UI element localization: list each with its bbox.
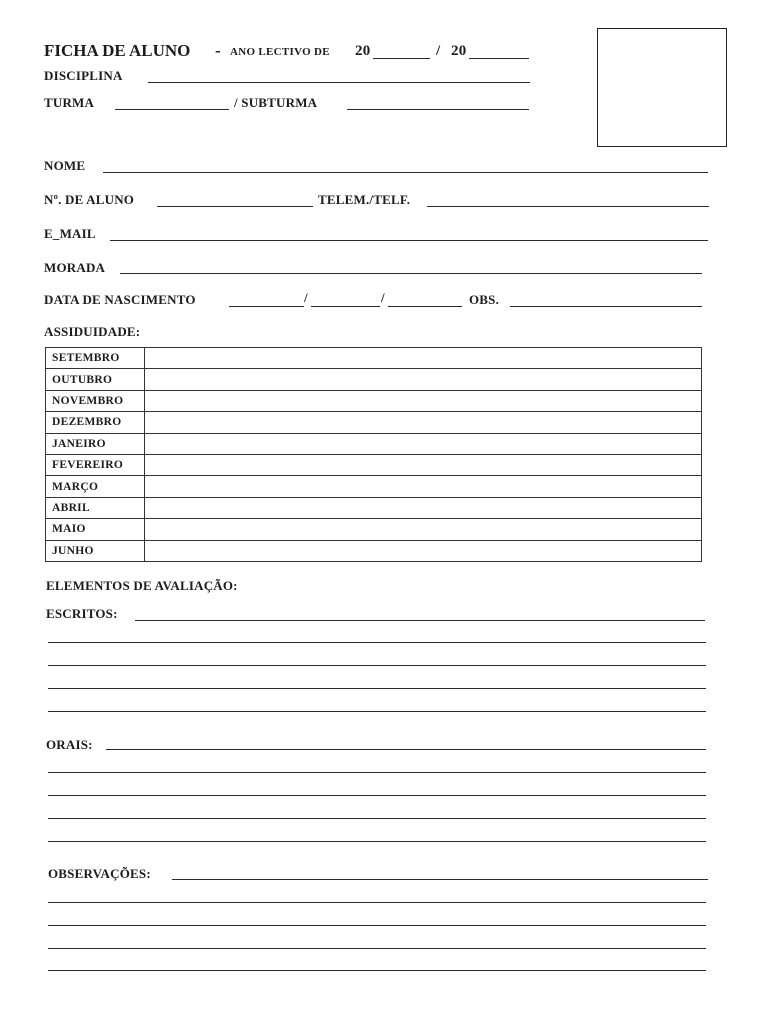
escritos-line[interactable]: [48, 642, 706, 643]
escritos-field[interactable]: [135, 620, 705, 621]
year-start-prefix: 20: [355, 43, 371, 59]
orais-line[interactable]: [48, 818, 706, 819]
assiduidade-heading: ASSIDUIDADE:: [44, 324, 141, 339]
title-dash: -: [215, 41, 221, 60]
nome-label: NOME: [44, 158, 86, 173]
table-row: [46, 454, 702, 475]
disciplina-field[interactable]: [148, 82, 530, 83]
year-label: ANO LECTIVO DE: [230, 46, 330, 58]
birth-day-field[interactable]: [229, 306, 304, 307]
form-title: FICHA DE ALUNO: [44, 41, 191, 60]
obs-label: OBS.: [469, 292, 500, 307]
attendance-cell[interactable]: [145, 369, 702, 390]
year-end-field[interactable]: [469, 58, 529, 59]
month-label: FEVEREIRO: [46, 454, 145, 475]
observacoes-line[interactable]: [48, 970, 706, 971]
month-label: JANEIRO: [46, 433, 145, 454]
year-start-field[interactable]: [373, 58, 430, 59]
telem-label: TELEM./TELF.: [318, 192, 411, 207]
month-label: JUNHO: [46, 540, 145, 561]
orais-field[interactable]: [106, 749, 706, 750]
month-label: ABRIL: [46, 497, 145, 518]
month-label: OUTUBRO: [46, 369, 145, 390]
escritos-line[interactable]: [48, 711, 706, 712]
month-label: MAIO: [46, 519, 145, 540]
table-row: [46, 348, 702, 369]
table-row: [46, 540, 702, 561]
turma-label: TURMA: [44, 95, 95, 110]
disciplina-label: DISCIPLINA: [44, 68, 123, 83]
table-row: [46, 390, 702, 411]
table-row: [46, 476, 702, 497]
telem-field[interactable]: [427, 206, 709, 207]
date-separator-2: /: [381, 290, 385, 305]
observacoes-line[interactable]: [48, 902, 706, 903]
nome-field[interactable]: [103, 172, 708, 173]
avaliacao-heading: ELEMENTOS DE AVALIAÇÃO:: [46, 578, 238, 593]
escritos-label: ESCRITOS:: [46, 606, 118, 621]
morada-field[interactable]: [120, 273, 702, 274]
attendance-cell[interactable]: [145, 497, 702, 518]
observacoes-field[interactable]: [172, 879, 708, 880]
date-separator-1: /: [304, 290, 308, 305]
orais-label: ORAIS:: [46, 737, 93, 752]
birth-year-field[interactable]: [388, 306, 462, 307]
photo-box[interactable]: [597, 28, 727, 147]
nascimento-label: DATA DE NASCIMENTO: [44, 292, 196, 307]
birth-month-field[interactable]: [311, 306, 380, 307]
escritos-line[interactable]: [48, 688, 706, 689]
turma-field[interactable]: [115, 109, 229, 110]
attendance-cell[interactable]: [145, 519, 702, 540]
email-label: E_MAIL: [44, 226, 96, 241]
month-label: DEZEMBRO: [46, 412, 145, 433]
year-separator: /: [436, 43, 441, 59]
escritos-line[interactable]: [48, 665, 706, 666]
subturma-field[interactable]: [347, 109, 529, 110]
table-row: [46, 433, 702, 454]
subturma-label: / SUBTURMA: [234, 95, 318, 110]
observacoes-line[interactable]: [48, 925, 706, 926]
attendance-cell[interactable]: [145, 433, 702, 454]
month-label: SETEMBRO: [46, 348, 145, 369]
orais-line[interactable]: [48, 772, 706, 773]
attendance-cell[interactable]: [145, 476, 702, 497]
orais-line[interactable]: [48, 841, 706, 842]
attendance-cell[interactable]: [145, 390, 702, 411]
attendance-cell[interactable]: [145, 412, 702, 433]
observacoes-label: OBSERVAÇÕES:: [48, 866, 151, 881]
orais-line[interactable]: [48, 795, 706, 796]
month-label: MARÇO: [46, 476, 145, 497]
attendance-table: [45, 347, 702, 562]
numero-label: Nº. DE ALUNO: [44, 192, 135, 207]
month-label: NOVEMBRO: [46, 390, 145, 411]
table-row: [46, 369, 702, 390]
obs-field[interactable]: [510, 306, 702, 307]
morada-label: MORADA: [44, 260, 106, 275]
table-row: [46, 497, 702, 518]
email-field[interactable]: [110, 240, 708, 241]
year-end-prefix: 20: [451, 43, 467, 59]
attendance-cell[interactable]: [145, 540, 702, 561]
table-row: [46, 412, 702, 433]
attendance-cell[interactable]: [145, 454, 702, 475]
numero-field[interactable]: [157, 206, 313, 207]
table-row: [46, 519, 702, 540]
attendance-cell[interactable]: [145, 348, 702, 369]
observacoes-line[interactable]: [48, 948, 706, 949]
